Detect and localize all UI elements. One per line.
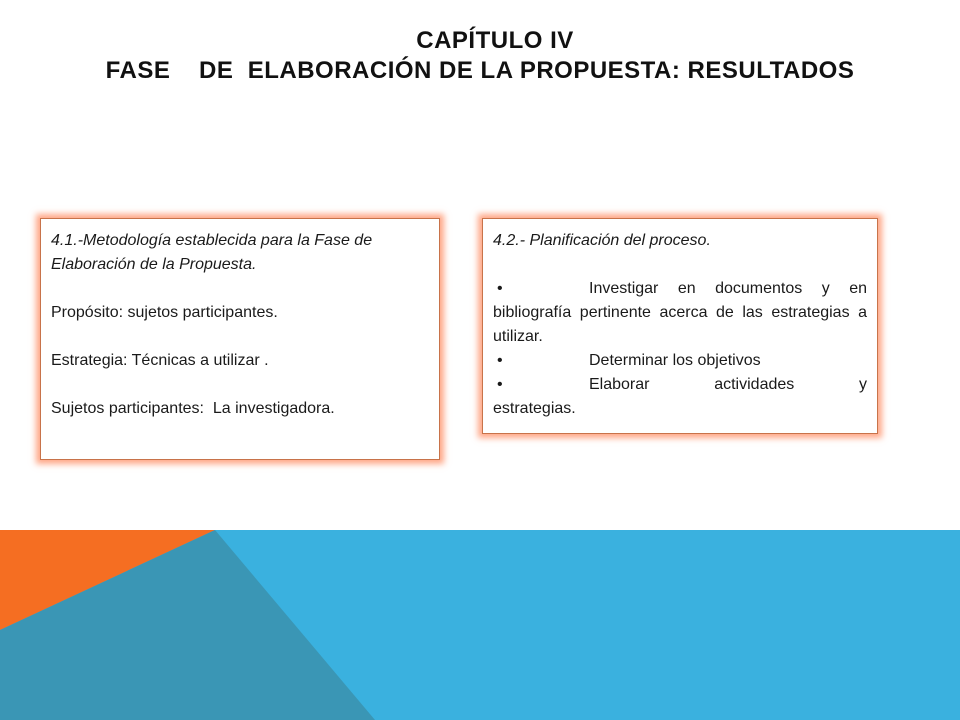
planning-heading: 4.2.- Planificación del proceso. [493,232,711,249]
bullet-text-continued: bibliografía pertinente acerca de las estrategias a utilizar. [493,304,867,345]
chapter-title: CAPÍTULO IV [416,27,574,54]
list-item [493,373,867,421]
bullet-text: Investigar en documentos y en [589,280,867,297]
bullet-text-continued: estrategias. [493,400,576,417]
chapter-subtitle: FASE DE ELABORACIÓN DE LA PROPUESTA: RESULTADOS [105,57,855,84]
bullet-icon: • [497,280,503,297]
slide-title [0,26,960,86]
footer-decoration [0,530,960,720]
purpose-text: Propósito: sujetos participantes. [51,304,278,321]
bullet-text: Determinar los objetivos [589,352,761,369]
participants-text: Sujetos participantes: La investigadora. [51,400,335,417]
planning-box [482,218,878,434]
bullet-text: Elaborar actividades y [589,376,867,393]
bullet-icon: • [497,352,503,369]
strategy-text: Estrategia: Técnicas a utilizar . [51,352,269,369]
list-item [493,277,867,349]
methodology-heading: 4.1.-Metodología establecida para la Fase de Elaboración de la Propuesta. [51,232,373,273]
list-item [493,349,867,373]
methodology-box [40,218,440,460]
bullet-icon: • [497,376,503,393]
